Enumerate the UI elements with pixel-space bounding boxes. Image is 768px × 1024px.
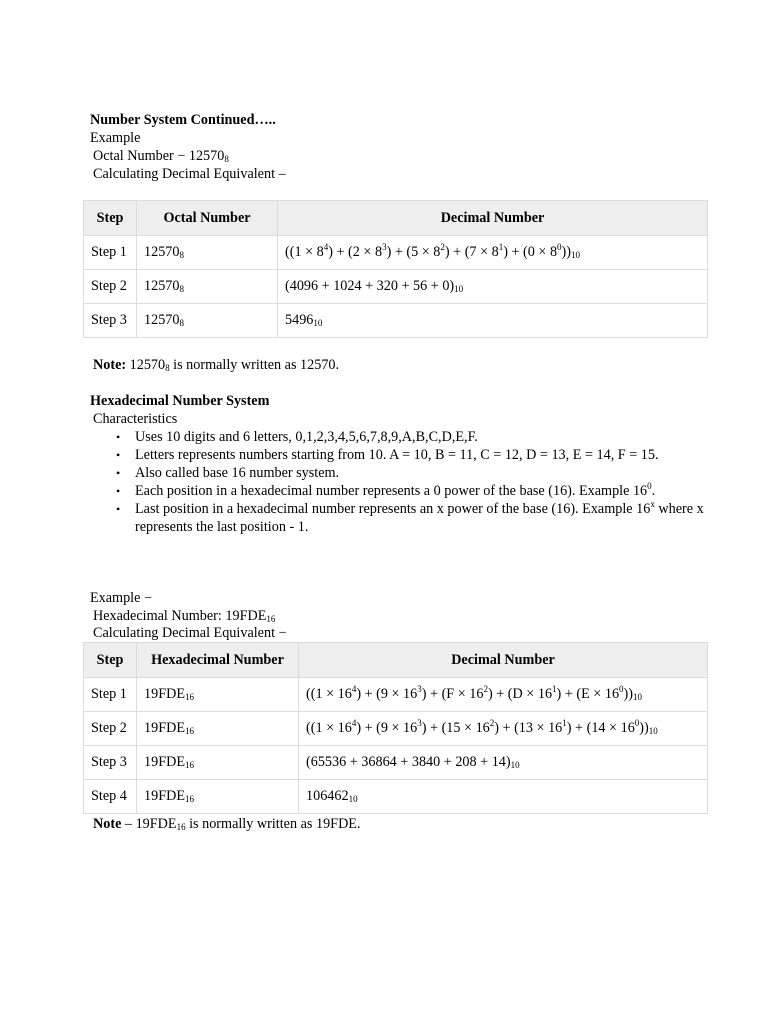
decimal-cell: $106462_{10}$: [299, 780, 708, 814]
column-header: Decimal Number: [278, 201, 708, 236]
decimal-cell: $(65536 + 36864 + 3840 + 208 + 14)_{10}$: [299, 746, 708, 780]
hex-conversion-table: [83, 642, 708, 814]
step-cell: Step 4: [84, 780, 137, 814]
table-row: [84, 270, 708, 304]
example-label: Example −: [90, 590, 152, 606]
step-cell: Step 2: [84, 270, 137, 304]
table-row: [84, 678, 708, 712]
octal-number-line: Octal Number − $12570_8$: [93, 148, 229, 164]
hex-heading: Hexadecimal Number System: [90, 393, 270, 409]
note-hex: Note – $19FDE_{16}$ is normally written as 19FDE.: [93, 816, 361, 832]
example-label: Example: [90, 130, 141, 146]
hex-cell: $19FDE_{16}$: [137, 780, 299, 814]
octal-conversion-table: [83, 200, 708, 338]
column-header: Hexadecimal Number: [137, 643, 299, 678]
step-cell: Step 1: [84, 678, 137, 712]
column-header: Step: [84, 643, 137, 678]
note-octal: Note: $12570_8$ is normally written as 12570.: [93, 357, 340, 373]
octal-cell: $12570_8$: [137, 304, 278, 338]
decimal-cell: $(4096 + 1024 + 320 + 56 + 0)_{10}$: [278, 270, 708, 304]
list-item: • Each position in a hexadecimal number represents a 0 power of the base (16). Example $16^0$.: [91, 482, 721, 500]
hex-cell: $19FDE_{16}$: [137, 746, 299, 780]
hex-cell: $19FDE_{16}$: [137, 712, 299, 746]
hex-number-line: Hexadecimal Number: $19FDE_{16}$: [93, 608, 276, 624]
table-row: [84, 304, 708, 338]
column-header: Decimal Number: [299, 643, 708, 678]
list-item: • Uses 10 digits and 6 letters, 0,1,2,3,4,5,6,7,8,9,A,B,C,D,E,F.: [91, 428, 721, 446]
decimal-cell: $5496_{10}$: [278, 304, 708, 338]
octal-cell: $12570_8$: [137, 270, 278, 304]
table-header-row: [84, 643, 708, 678]
column-header: Step: [84, 201, 137, 236]
step-cell: Step 3: [84, 304, 137, 338]
decimal-cell: $((1 \times 16^4) + (9 \times 16^3) + (15 \times 16^2) + (13 \times 16^1) + (14 \times 16^0))_{10}$: [299, 712, 708, 746]
table-row: [84, 780, 708, 814]
decimal-cell: $((1 \times 8^4) + (2 \times 8^3) + (5 \times 8^2) + (7 \times 8^1) + (0 \times 8^0))_{10}$: [278, 236, 708, 270]
section-heading: Number System Continued…..: [90, 112, 276, 128]
decimal-cell: $((1 \times 16^4) + (9 \times 16^3) + (F \times 16^2) + (D \times 16^1) + (E \times 16^0))_{10}$: [299, 678, 708, 712]
hex-cell: $19FDE_{16}$: [137, 678, 299, 712]
list-item: • Last position in a hexadecimal number represents an x power of the base (16). Example 16$^x$ where x represents the last position - 1.: [91, 500, 721, 536]
step-cell: Step 1: [84, 236, 137, 270]
characteristics-list: [91, 428, 721, 536]
list-item: • Also called base 16 number system.: [91, 464, 721, 482]
column-header: Octal Number: [137, 201, 278, 236]
calc-label: Calculating Decimal Equivalent –: [93, 166, 286, 182]
octal-cell: $12570_8$: [137, 236, 278, 270]
step-cell: Step 3: [84, 746, 137, 780]
table-row: [84, 746, 708, 780]
table-header-row: [84, 201, 708, 236]
step-cell: Step 2: [84, 712, 137, 746]
calc-label: Calculating Decimal Equivalent −: [93, 625, 287, 641]
characteristics-label: Characteristics: [93, 411, 178, 427]
list-item: • Letters represents numbers starting from 10. A = 10, B = 11, C = 12, D = 13, E = 14, F = 15.: [91, 446, 721, 464]
table-row: [84, 236, 708, 270]
table-row: [84, 712, 708, 746]
